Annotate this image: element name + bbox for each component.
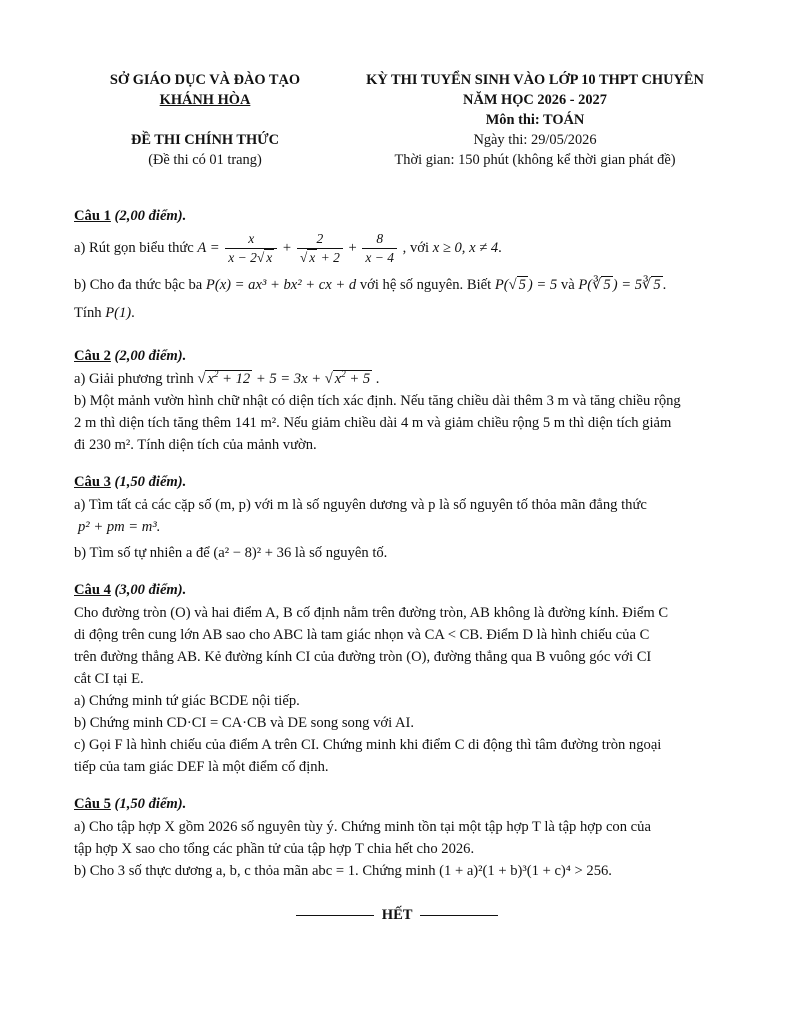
question-1b-calc-label: Tính bbox=[74, 305, 106, 321]
question-2b-line-1: b) Một mảnh vườn hình chữ nhật có diện tích xác định. Nếu tăng chiều dài thêm 3 m và tăng chiều rộng bbox=[74, 393, 681, 409]
equation-2a: √ $x^2 + 12 + 5 = 3x$ + √ $x^2 + 5$ bbox=[197, 369, 371, 387]
question-1b-prefix: b) Cho đa thức bậc ba bbox=[74, 277, 206, 293]
fraction-1: $\frac{x}{x - 2√ x}$ bbox=[225, 230, 277, 267]
p-of-1: P(1) bbox=[105, 305, 132, 321]
end-dash-left bbox=[296, 915, 374, 916]
question-4c-line-2: tiếp của tam giác DEF là một điểm cố định. bbox=[74, 759, 329, 775]
question-5-number: Câu 5 bbox=[74, 796, 111, 812]
question-5-points: (1,50 điểm). bbox=[110, 796, 187, 812]
exam-header bbox=[74, 70, 720, 180]
question-2-title bbox=[74, 344, 720, 368]
question-1b-middle: với hệ số nguyên. Biết bbox=[359, 277, 495, 293]
question-5 bbox=[74, 792, 720, 882]
question-3 bbox=[74, 470, 720, 564]
expression-A: A = bbox=[197, 240, 220, 256]
page-count: (Đề thi có 01 trang) bbox=[148, 152, 262, 168]
end-dash-right bbox=[420, 915, 498, 916]
question-4 bbox=[74, 578, 720, 778]
question-4-line-2: di động trên cung lớn AB sao cho ABC là tam giác nhọn và CA < CB. Điểm D là hình chiếu của C bbox=[74, 627, 650, 643]
question-1b-and: và bbox=[560, 277, 579, 293]
question-5a-line-1: a) Cho tập hợp X gồm 2026 số nguyên tùy ý. Chứng minh tồn tại một tập hợp T là tập hợp con của bbox=[74, 819, 651, 835]
department-name: SỞ GIÁO DỤC VÀ ĐÀO TẠO bbox=[109, 72, 301, 88]
exam-title: KỲ THI TUYỂN SINH VÀO LỚP 10 THPT CHUYÊN bbox=[366, 72, 704, 88]
exam-duration: Thời gian: 150 phút (không kể thời gian phát đề) bbox=[394, 152, 676, 168]
question-2a: a) Giải phương trình √ $x^2 + 12 + 5 = 3x$ + √ $x^2 + 5$ . bbox=[74, 369, 380, 387]
question-3a-line-2: p² + pm = m³. bbox=[78, 519, 161, 535]
question-4c-line-1: c) Gọi F là hình chiếu của điểm A trên CI. Chứng minh khi điểm C di động thì tâm đường tròn ngoại bbox=[74, 737, 662, 753]
question-1-title bbox=[74, 204, 720, 228]
end-label: HẾT bbox=[381, 907, 413, 923]
question-1 bbox=[74, 204, 720, 324]
question-4b: b) Chứng minh CD·CI = CA·CB và DE song song với AI. bbox=[74, 715, 415, 731]
question-3-points: (1,50 điểm). bbox=[110, 474, 187, 490]
question-1a-with: , với bbox=[402, 240, 433, 256]
question-1-points: (2,00 điểm). bbox=[110, 208, 187, 224]
question-4-line-3: trên đường thẳng AB. Kẻ đường kính CI của đường tròn (O), đường thẳng qua B vuông góc với CI bbox=[74, 649, 652, 665]
question-2b-line-3: đi 230 m². Tính diện tích của mảnh vườn. bbox=[74, 437, 317, 453]
end-marker bbox=[74, 904, 720, 926]
question-4a: a) Chứng minh tứ giác BCDE nội tiếp. bbox=[74, 693, 300, 709]
question-5b: b) Cho 3 số thực dương a, b, c thỏa mãn abc = 1. Chứng minh (1 + a)²(1 + b)³(1 + c)⁴ > 256. bbox=[74, 863, 612, 879]
question-5a-line-2: tập hợp X sao cho tổng các phần tử của tập hợp T chia hết cho 2026. bbox=[74, 841, 475, 857]
question-2-points: (2,00 điểm). bbox=[110, 348, 187, 364]
question-3b: b) Tìm số tự nhiên a để (a² − 8)² + 36 là số nguyên tố. bbox=[74, 545, 388, 561]
question-1a-condition: x ≥ 0, x ≠ 4 bbox=[432, 240, 499, 256]
subject: Môn thi: TOÁN bbox=[485, 112, 585, 128]
question-4-title bbox=[74, 578, 720, 602]
question-2-number: Câu 2 bbox=[74, 348, 111, 364]
cubic-polynomial: P(x) = ax³ + bx² + cx + d bbox=[205, 277, 357, 293]
question-4-points: (3,00 điểm). bbox=[110, 582, 187, 598]
question-1a-prefix: a) Rút gọn biểu thức bbox=[74, 240, 198, 256]
question-2a-prefix: a) Giải phương trình bbox=[74, 371, 198, 387]
question-4-number: Câu 4 bbox=[74, 582, 111, 598]
question-1-number: Câu 1 bbox=[74, 208, 111, 224]
fraction-3: $\frac{8}{x - 4}$ bbox=[362, 230, 397, 267]
question-3-title bbox=[74, 470, 720, 494]
question-4-line-1: Cho đường tròn (O) và hai điểm A, B cố định nằm trên đường tròn, AB không là đường kính. Điểm C bbox=[74, 605, 669, 621]
question-4-line-4: cắt CI tại E. bbox=[74, 671, 144, 687]
question-1a: a) Rút gọn biểu thức A = $\frac{x}{x - 2√ x}$ + $\frac{2}{√ x + 2}$ + $\frac{8}{x - 4}$ , với x ≥ 0, x ≠ 4. bbox=[74, 231, 502, 266]
header-right bbox=[342, 70, 728, 170]
question-2 bbox=[74, 344, 720, 456]
question-3-number: Câu 3 bbox=[74, 474, 111, 490]
question-1b-calc: Tính P(1). bbox=[74, 305, 135, 321]
exam-page bbox=[74, 70, 720, 926]
question-3a-line-1: a) Tìm tất cả các cặp số (m, p) với m là số nguyên dương và p là số nguyên tố thỏa mãn đẳng thức bbox=[74, 497, 647, 513]
province-name: KHÁNH HÒA bbox=[159, 92, 251, 108]
official-label: ĐỀ THI CHÍNH THỨC bbox=[130, 132, 280, 148]
condition-sqrt5: P(√ 5 ) = 5 bbox=[494, 277, 558, 293]
question-2b-line-2: 2 m thì diện tích tăng thêm 141 m². Nếu giảm chiều dài 4 m và giảm chiều rộng 5 m thì diện tích giảm bbox=[74, 415, 672, 431]
fraction-2: $\frac{2}{√ x + 2}$ bbox=[297, 230, 343, 267]
condition-cbrt5: P(∛ 5 ) = 5∛ 5 bbox=[578, 277, 661, 293]
question-1b: b) Cho đa thức bậc ba P(x) = ax³ + bx² + cx + d với hệ số nguyên. Biết P(√ 5 ) = 5 và P(∛ 5 ) = 5∛ 5 . bbox=[74, 277, 667, 293]
school-year: NĂM HỌC 2026 - 2027 bbox=[463, 92, 607, 108]
header-left bbox=[74, 70, 336, 170]
question-5-title bbox=[74, 792, 720, 816]
exam-date: Ngày thi: 29/05/2026 bbox=[473, 132, 597, 148]
